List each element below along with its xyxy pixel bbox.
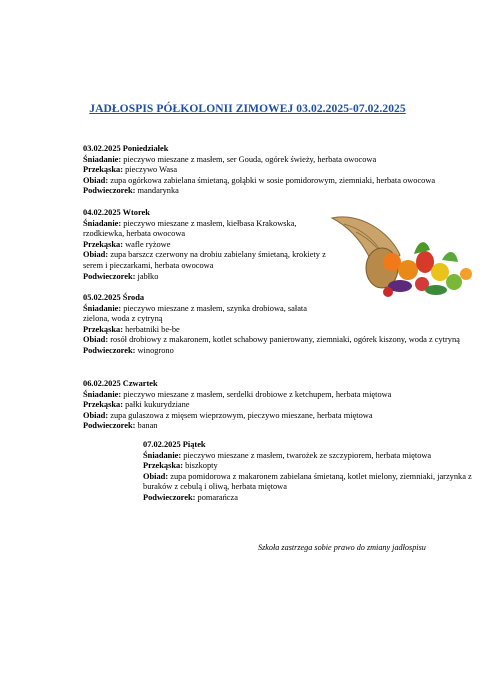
day-header: 05.02.2025 Środa xyxy=(83,293,145,302)
day-friday xyxy=(143,440,473,504)
breakfast-text: pieczywo mieszane z masłem, kiełbasa Krakowska, rzodkiewka, herbata owocowa xyxy=(83,218,297,239)
snack-line xyxy=(83,400,473,411)
afternoon-label: Podwieczorek: xyxy=(83,271,136,281)
lunch-label: Obiad: xyxy=(83,175,109,185)
afternoon-text: pomarańcza xyxy=(195,492,238,502)
breakfast-line xyxy=(143,451,473,462)
day-header: 06.02.2025 Czwartek xyxy=(83,379,158,388)
lunch-label: Obiad: xyxy=(83,335,109,345)
snack-line xyxy=(83,325,473,336)
snack-label: Przekąska: xyxy=(143,461,184,471)
lunch-label: Obiad: xyxy=(83,250,109,260)
afternoon-text: jabłko xyxy=(135,271,159,281)
disclaimer-note: Szkoła zastrzega sobie prawo do zmiany jadłospisu xyxy=(258,543,426,552)
afternoon-line xyxy=(83,346,473,357)
afternoon-label: Podwieczorek: xyxy=(83,345,136,355)
lunch-text: zupa gulaszowa z mięsem wieprzowym, pieczywo mieszane, herbata miętowa xyxy=(108,410,373,420)
afternoon-label: Podwieczorek: xyxy=(83,421,136,431)
lunch-text: rosół drobiowy z makaronem, kotlet schabowy panierowany, ziemniaki, ogórek kiszony, woda z cytryną xyxy=(108,335,460,345)
breakfast-text: pieczywo mieszane z masłem, ser Gouda, ogórek świeży, herbata owocowa xyxy=(121,154,377,164)
lunch-label: Obiad: xyxy=(143,471,169,481)
lunch-text: zupa pomidorowa z makaronem zabielana śmietaną, kotlet mielony, ziemniaki, jarzynka z buraków z cebulą i oliwą, herbata miętowa xyxy=(143,471,472,492)
breakfast-line xyxy=(83,219,328,240)
afternoon-text: winogrono xyxy=(135,345,174,355)
breakfast-label: Śniadanie: xyxy=(83,303,122,313)
snack-label: Przekąska: xyxy=(83,324,124,334)
day-thursday xyxy=(83,379,473,432)
breakfast-text: pieczywo mieszane z masłem, szynka drobiowa, sałata zielona, woda z cytryną xyxy=(83,303,307,324)
snack-text: pałki kukurydziane xyxy=(123,400,190,410)
snack-text: herbatniki be-be xyxy=(123,324,180,334)
snack-label: Przekąska: xyxy=(83,239,124,249)
afternoon-line xyxy=(83,186,473,197)
afternoon-line xyxy=(143,493,473,504)
day-header: 03.02.2025 Poniedziałek xyxy=(83,144,169,153)
breakfast-label: Śniadanie: xyxy=(143,450,182,460)
afternoon-line xyxy=(83,272,328,283)
snack-text: wafle ryżowe xyxy=(123,239,171,249)
cornucopia-illustration xyxy=(330,210,478,300)
day-wednesday xyxy=(83,293,473,357)
lunch-line xyxy=(83,335,473,346)
lunch-label: Obiad: xyxy=(83,410,109,420)
afternoon-text: mandarynka xyxy=(135,186,179,196)
snack-line xyxy=(143,461,473,472)
breakfast-line xyxy=(83,155,473,166)
snack-label: Przekąska: xyxy=(83,165,124,175)
lunch-text: zupa barszcz czerwony na drobiu zabielany śmietaną, krokiety z serem i pieczarkami, herbata owocowa xyxy=(83,250,326,270)
lunch-text: zupa ogórkowa zabielana śmietaną, gołąbki w sosie pomidorowym, ziemniaki, herbata owocowa xyxy=(108,175,436,185)
lunch-line xyxy=(83,176,473,187)
breakfast-text: pieczywo mieszane z masłem, twarożek ze szczypiorem, herbata miętowa xyxy=(181,450,432,460)
snack-label: Przekąska: xyxy=(83,400,124,410)
snack-line xyxy=(83,165,473,176)
day-tuesday xyxy=(83,208,328,282)
day-header: 04.02.2025 Wtorek xyxy=(83,208,150,217)
breakfast-line xyxy=(83,390,473,401)
lunch-line xyxy=(83,250,328,271)
breakfast-line xyxy=(83,304,318,325)
breakfast-text: pieczywo mieszane z masłem, serdelki drobiowe z ketchupem, herbata miętowa xyxy=(121,389,392,399)
page-title: JADŁOSPIS PÓŁKOLONII ZIMOWEJ 03.02.2025-07.02.2025 xyxy=(89,103,406,115)
breakfast-label: Śniadanie: xyxy=(83,154,122,164)
lunch-line xyxy=(83,411,473,422)
snack-text: pieczywo Wasa xyxy=(123,165,178,175)
breakfast-label: Śniadanie: xyxy=(83,218,122,228)
snack-text: biszkopty xyxy=(183,461,218,471)
snack-line xyxy=(83,240,328,251)
afternoon-text: banan xyxy=(135,421,158,431)
afternoon-line xyxy=(83,421,473,432)
afternoon-label: Podwieczorek: xyxy=(83,186,136,196)
day-monday xyxy=(83,144,473,197)
lunch-line xyxy=(143,472,473,493)
day-header: 07.02.2025 Piątek xyxy=(143,440,206,449)
afternoon-label: Podwieczorek: xyxy=(143,492,196,502)
breakfast-label: Śniadanie: xyxy=(83,389,122,399)
